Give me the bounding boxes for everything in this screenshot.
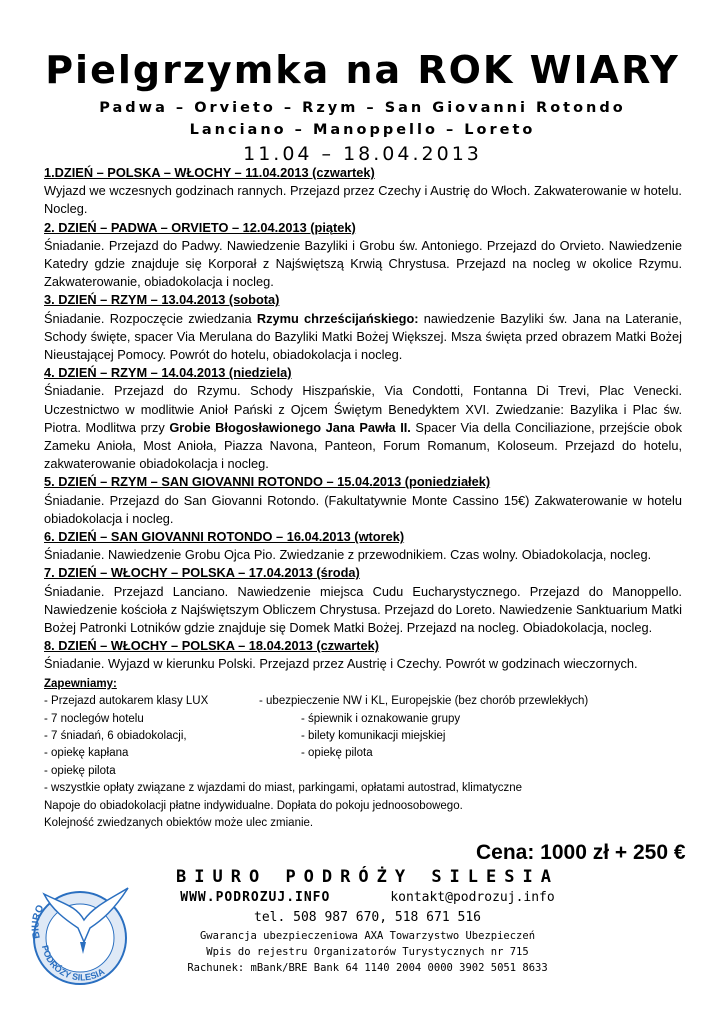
guarantee-section [44, 676, 682, 833]
trip-dates: 11.04 – 18.04.2013 [243, 143, 482, 165]
day-text: Śniadanie. Rozpoczęcie zwiedzania Rzymu chrześcijańskiego: nawiedzenie Bazyliki św. Jana na Lateranie, Schody święte, spacer Via Merulana do Bazyliki Matki Bożej Większej. Msza święta przed obrazem Matki Bożej Nieustającej Pomocy. Powrót do hotelu, obiadokolacja i nocleg. [44, 310, 682, 363]
day-text: Śniadanie. Przejazd do Rzymu. Schody Hiszpańskie, Via Condotti, Fontanna Di Trevi, Plac Venecki. Uczestnictwo w modlitwie Anioł Pański z Ojcem Świętym Benedyktem XVI. Zwiedzanie: Bazylika i Plac św. Piotra. Modlitwa przy Grobie Błogosławionego Jana Pawła II. Spacer Via della Conciliazione, przejście obok Zameku Anioła, Most Anioła, Piazza Navona, Panteon, Forum Romanum, Koloseum. Przejazd do hotelu, zakwaterowanie obiadokolacja i nocleg. [44, 383, 682, 472]
logo-text-bottom: PODRÓŻY SILESIA [39, 944, 107, 983]
guarantee-note: Kolejność zwiedzanych obiektów może ulec zmianie. [44, 816, 314, 829]
registry-info: Wpis do rejestru Organizatorów Turystycznych nr 715 [206, 946, 529, 958]
day-text: Śniadanie. Przejazd do San Giovanni Rotondo. (Fakultatywnie Monte Cassino 15€) Zakwaterowanie w hotelu obiadokolacja i nocleg. [44, 492, 682, 526]
logo-text-top: BIURO [30, 903, 47, 940]
day-header: 8. DZIEŃ – WŁOCHY – POLSKA – 18.04.2013 (czwartek) [44, 638, 379, 654]
guarantee-note: - opiekę pilota [44, 764, 116, 777]
email-link[interactable]: kontakt@podrozuj.info [390, 890, 555, 905]
day-text: Śniadanie. Przejazd do Padwy. Nawiedzenie Bazyliki i Grobu św. Antoniego. Przejazd do Orvieto. Nawiedzenie Katedry gdzie znajduje się Korporał z Najświętszą Krwią Chrystusa. Przejazd na nocleg w okolice Rzymu. Zakwaterowanie, obiadokolacja i nocleg. [44, 237, 682, 290]
guarantee-note: - wszystkie opłaty związane z wjazdami do miast, parkingami, opłatami autostrad, klimatyczne [44, 782, 523, 795]
guarantee-row: - 7 noclegów hotelu - śpiewnik i oznakowanie grupy [44, 712, 461, 725]
bank-account: Rachunek: mBank/BRE Bank 64 1140 2004 0000 3902 5051 8633 [187, 962, 548, 974]
itinerary [44, 164, 682, 832]
day-header: 5. DZIEŃ – RZYM – SAN GIOVANNI ROTONDO – 15.04.2013 (poniedziałek) [44, 474, 491, 490]
highlight: Rzymu chrześcijańskiego: [256, 310, 419, 326]
day-header: 6. DZIEŃ – SAN GIOVANNI ROTONDO – 16.04.2013 (wtorek) [44, 529, 405, 545]
price: Cena: 1000 zł + 250 € [476, 841, 686, 864]
route-line-2: Lanciano – Manoppello – Loreto [189, 122, 536, 138]
guarantee-row: - opiekę kapłana - opiekę pilota [44, 747, 373, 760]
day-header: 2. DZIEŃ – PADWA – ORVIETO – 12.04.2013 (piątek) [44, 219, 356, 235]
day-text: Śniadanie. Przejazd Lanciano. Nawiedzenie miejsca Cudu Eucharystycznego. Przejazd do Manoppello. Nawiedzenie kościoła z Najświętszym Obliczem Chrystusa. Przejazd do Loreto. Nawiedzenie Sanktuarium Matki Bożej Patronki Lotników gdzie znajduje się Domek Matki Bożej. Przejazd na nocleg. Obiadokolacja, nocleg. [44, 583, 682, 636]
logo-graphic [24, 876, 134, 994]
day-text: Wyjazd we wczesnych godzinach rannych. Przejazd przez Czechy i Austrię do Włoch. Zakwaterowanie w hotelu. Nocleg. [44, 183, 682, 217]
insurance-info: Gwarancja ubezpieczeniowa AXA Towarzystwo Ubezpieczeń [199, 930, 536, 942]
guarantee-row: - 7 śniadań, 6 obiadokolacji, - bilety komunikacji miejskiej [44, 729, 446, 742]
day-header: 4. DZIEŃ – RZYM – 14.04.2013 (niedziela) [44, 365, 292, 381]
company-logo [24, 876, 134, 994]
guarantee-header: Zapewniamy: [44, 677, 117, 690]
page-title: Pielgrzymka na ROK WIARY [45, 48, 680, 92]
phone-numbers: tel. 508 987 670, 518 671 516 [254, 910, 481, 925]
route-line-1: Padwa – Orvieto – Rzym – San Giovanni Rotondo [99, 100, 626, 116]
guarantee-row: - Przejazd autokarem klasy LUX - ubezpieczenie NW i KL, Europejskie (bez chorób przewlekłych) [44, 695, 589, 708]
footer [160, 866, 575, 976]
day-text: Śniadanie. Wyjazd w kierunku Polski. Przejazd przez Austrię i Czechy. Powrót w godzinach wieczornych. [44, 656, 638, 672]
day-text: Śniadanie. Nawiedzenie Grobu Ojca Pio. Zwiedzanie z przewodnikiem. Czas wolny. Obiadokolacja, nocleg. [44, 547, 652, 563]
day-header: 7. DZIEŃ – WŁOCHY – POLSKA – 17.04.2013 (środa) [44, 565, 360, 581]
guarantee-note: Napoje do obiadokolacji płatne indywidualne. Dopłata do pokoju jednoosobowego. [44, 799, 463, 812]
highlight: Grobie Błogosławionego Jana Pawła II. [169, 419, 411, 435]
company-name: BIURO PODRÓŻY SILESIA [176, 867, 559, 887]
day-header: 1.DZIEŃ – POLSKA – WŁOCHY – 11.04.2013 (czwartek) [44, 165, 375, 180]
day-header: 3. DZIEŃ – RZYM – 13.04.2013 (sobota) [44, 292, 280, 308]
website-link[interactable]: WWW.PODROZUJ.INFO [180, 890, 331, 905]
